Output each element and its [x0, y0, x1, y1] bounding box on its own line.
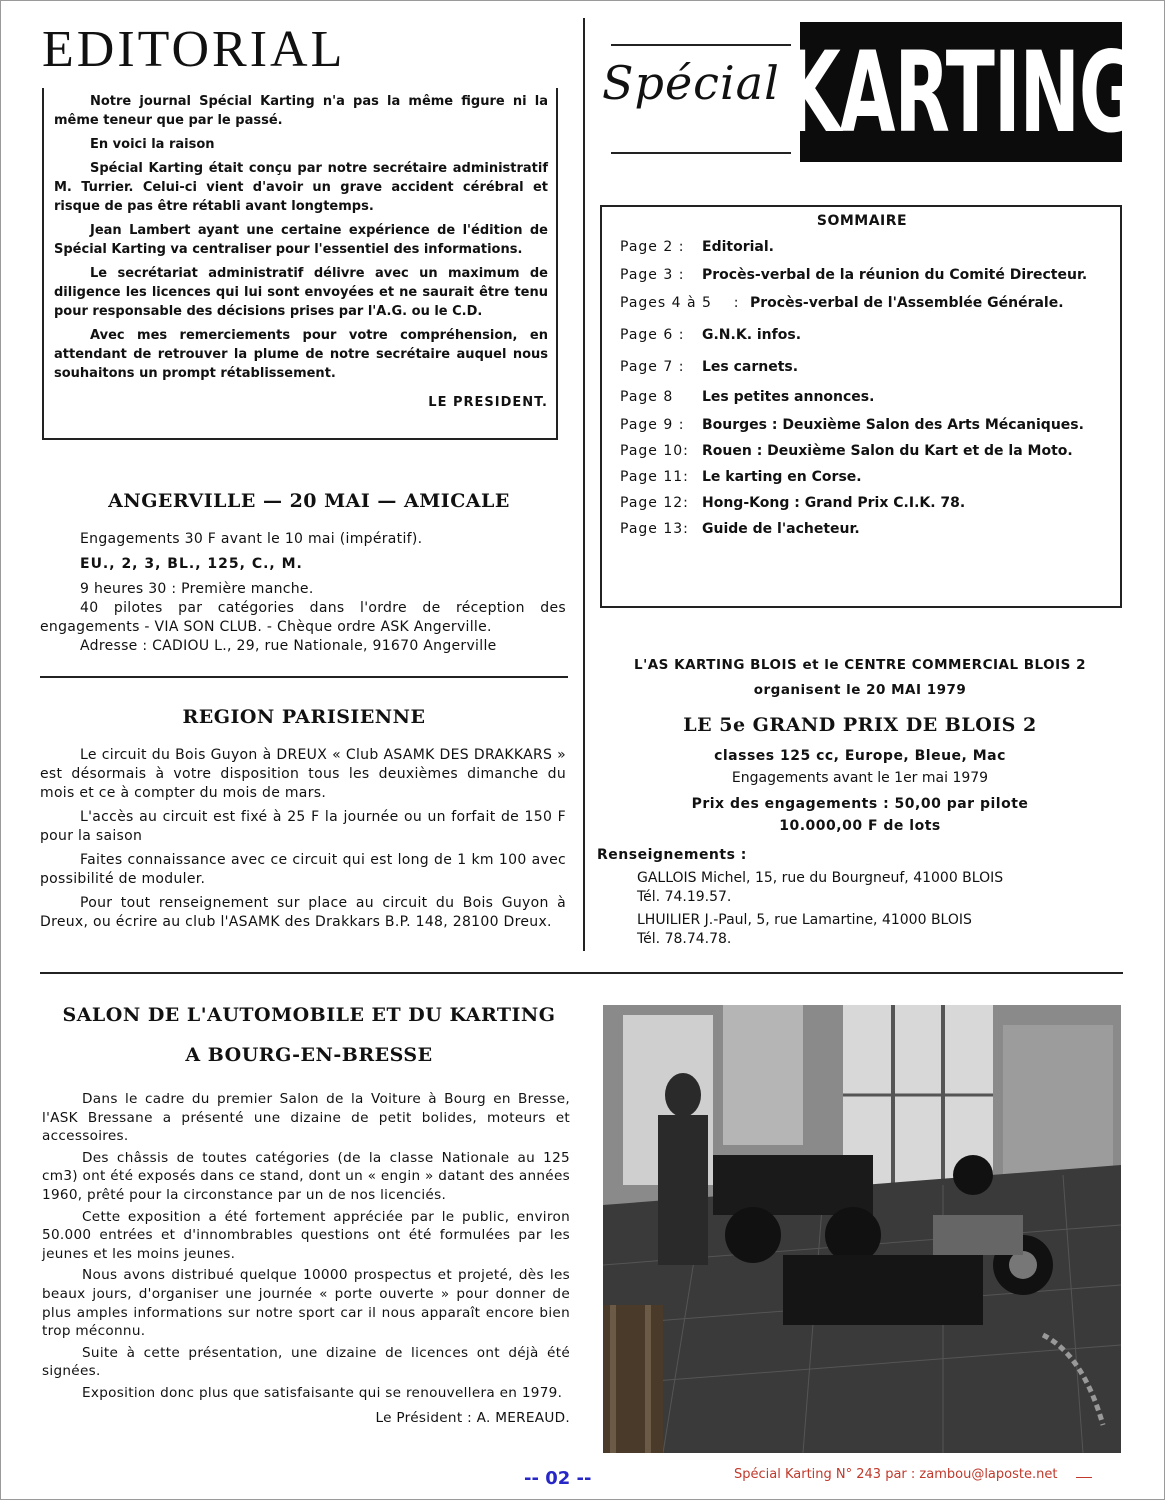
salon-body	[42, 1090, 570, 1427]
salon-paragraph: Suite à cette présentation, une dizaine de licences ont déjà été signées.	[42, 1344, 570, 1380]
angerville-body	[40, 530, 566, 656]
masthead-rule-top	[611, 44, 791, 46]
sommaire-title: SOMMAIRE	[816, 213, 908, 229]
blois-lots: 10.000,00 F de lots	[779, 818, 941, 834]
region-paragraph: Pour tout renseignement sur place au circuit du Bois Guyon à Dreux, ou écrire au club l'ASAMK des Drakkars B.P. 148, 28100 Dreux.	[40, 895, 566, 930]
blois-engagements: Engagements avant le 1er mai 1979	[731, 770, 989, 786]
editorial-signature: LE PRESIDENT.	[428, 395, 548, 410]
blois-contacts	[597, 846, 1117, 949]
blois-contact-name: GALLOIS Michel, 15, rue du Bourgneuf, 41000 BLOIS	[637, 870, 1004, 886]
region-paragraph: L'accès au circuit est fixé à 25 F la journée ou un forfait de 150 F pour la saison	[40, 809, 566, 844]
editorial-paragraph: Notre journal Spécial Karting n'a pas la même figure ni la même teneur que par le passé.	[54, 94, 548, 128]
salon-paragraph: Exposition donc plus que satisfaisante qui se renouvellera en 1979.	[82, 1384, 563, 1401]
blois-line1: L'AS KARTING BLOIS et le CENTRE COMMERCIAL BLOIS 2	[634, 657, 1086, 673]
sommaire-item: Page 13: Guide de l'acheteur.	[620, 521, 860, 537]
salon-title: SALON DE L'AUTOMOBILE ET DU KARTING	[62, 1004, 556, 1026]
blois-classes: classes 125 cc, Europe, Bleue, Mac	[714, 748, 1006, 764]
salon-subtitle: A BOURG-EN-BRESSE	[185, 1044, 433, 1066]
region-paragraph: Faites connaissance avec ce circuit qui est long de 1 km 100 avec possibilité de moduler.	[40, 852, 566, 887]
sommaire-item: Page 2 : Editorial.	[620, 239, 774, 255]
sommaire-box	[600, 205, 1122, 608]
sommaire-item: Page 3 : Procès-verbal de la réunion du Comité Directeur.	[620, 267, 1088, 283]
salon-paragraph: Des châssis de toutes catégories (de la classe Nationale au 125 cm3) ont été exposés dans ce stand, dont un « engin » datant des années 1960, prêté pour la circonstance par un de nos licenciés.	[42, 1149, 570, 1203]
blois-line2: organisent le 20 MAI 1979	[753, 682, 967, 698]
masthead-karting-logo	[785, 22, 1137, 162]
editorial-paragraph: En voici la raison	[90, 137, 215, 152]
region-title: REGION PARISIENNE	[182, 706, 426, 728]
sommaire-item: Page 9 : Bourges : Deuxième Salon des Arts Mécaniques.	[620, 417, 1084, 433]
footer-credit	[734, 1467, 1092, 1482]
photo-illustration	[603, 1005, 1121, 1453]
blois-details	[590, 745, 1130, 837]
blois-contact-tel: Tél. 78.74.78.	[637, 931, 732, 947]
karting-exhibition-photo	[603, 1005, 1121, 1453]
editorial-box	[42, 88, 558, 440]
masthead-rule-bottom	[611, 152, 791, 154]
angerville-title: ANGERVILLE — 20 MAI — AMICALE	[108, 490, 510, 512]
sommaire-item: Page 10: Rouen : Deuxième Salon du Kart et de la Moto.	[620, 443, 1073, 459]
salon-paragraph: Cette exposition a été fortement appréciée par le public, environ 50.000 entrées et d'innombrables questions ont été formulées par les jeunes et les moins jeunes.	[42, 1208, 570, 1262]
sommaire-item: Pages 4 à 5 : Procès-verbal de l'Assemblée Générale.	[620, 295, 1064, 311]
blois-title: LE 5e GRAND PRIX DE BLOIS 2	[683, 714, 1037, 736]
blois-contact-name: LHUILIER J.-Paul, 5, rue Lamartine, 41000 BLOIS	[637, 912, 972, 928]
footer-credit-text: Spécial Karting N° 243 par : zambou@laposte.net	[734, 1467, 1058, 1482]
angerville-engagements: Engagements 30 F avant le 10 mai (impératif).	[80, 531, 423, 547]
sommaire-item: Page 7 : Les carnets.	[620, 359, 799, 375]
salon-paragraph: Dans le cadre du premier Salon de la Voiture à Bourg en Bresse, l'ASK Bressane a présenté une dizaine de petit bolides, moteurs et accessoires.	[42, 1091, 570, 1145]
editorial-paragraph: Le secrétariat administratif délivre avec un maximum de diligence les licences qui lui sont envoyées et ne saurait être tenu pour responsable des décisions prises par l'A.G. ou le C.D.	[54, 266, 548, 319]
sommaire-item: Page 11: Le karting en Corse.	[620, 469, 862, 485]
masthead-karting-text: KARTING	[785, 26, 1137, 158]
editorial-paragraph: Avec mes remerciements pour votre compréhension, en attendant de retrouver la plume de notre secrétaire auquel nous souhaitons un prompt rétablissement.	[54, 328, 548, 381]
editorial-paragraph: Jean Lambert ayant une certaine expérience de l'édition de Spécial Karting va centraliser pour l'essentiel des informations.	[54, 223, 548, 257]
editorial-title: EDITORIAL	[42, 21, 346, 78]
angerville-horaire: 9 heures 30 : Première manche.	[80, 581, 314, 597]
section-divider	[40, 972, 1123, 974]
blois-prix: Prix des engagements : 50,00 par pilote	[691, 796, 1029, 812]
blois-contact-tel: Tél. 74.19.57.	[637, 889, 732, 905]
sommaire-item: Page 8 Les petites annonces.	[620, 389, 875, 405]
masthead-special: Spécial	[602, 56, 780, 110]
salon-signature: Le Président : A. MEREAUD.	[375, 1409, 570, 1426]
region-body	[40, 746, 566, 932]
sommaire-item: Page 6 : G.N.K. infos.	[620, 327, 802, 343]
section-divider	[40, 676, 568, 678]
angerville-adresse: Adresse : CADIOU L., 29, rue Nationale, 91670 Angerville	[80, 638, 497, 654]
blois-header	[590, 656, 1130, 700]
angerville-pilotes: 40 pilotes par catégories dans l'ordre de réception des engagements - VIA SON CLUB. - Chèque ordre ASK Angerville.	[40, 600, 566, 635]
column-divider	[583, 18, 585, 951]
sommaire-item: Page 12: Hong-Kong : Grand Prix C.I.K. 78.	[620, 495, 966, 511]
salon-paragraph: Nous avons distribué quelque 10000 prospectus et projeté, dès les beaux jours, d'organiser une journée « porte ouverte » pour donner de plus amples informations sur notre sport car il nous apparaît encore bien trop méconnu.	[42, 1267, 570, 1340]
footer-rule	[1076, 1477, 1092, 1478]
angerville-categories: EU., 2, 3, BL., 125, C., M.	[80, 556, 303, 572]
editorial-paragraph: Spécial Karting était conçu par notre secrétaire administratif M. Turrier. Celui-ci vient d'avoir un grave accident cérébral et risque de pas être rétabli avant longtemps.	[54, 161, 548, 214]
blois-renseignements: Renseignements :	[597, 847, 747, 863]
page-number: -- 02 --	[524, 1468, 592, 1489]
region-paragraph: Le circuit du Bois Guyon à DREUX « Club ASAMK DES DRAKKARS » est désormais à votre disposition tous les deuxièmes dimanche du mois et ce à compter du mois de mars.	[40, 747, 566, 801]
